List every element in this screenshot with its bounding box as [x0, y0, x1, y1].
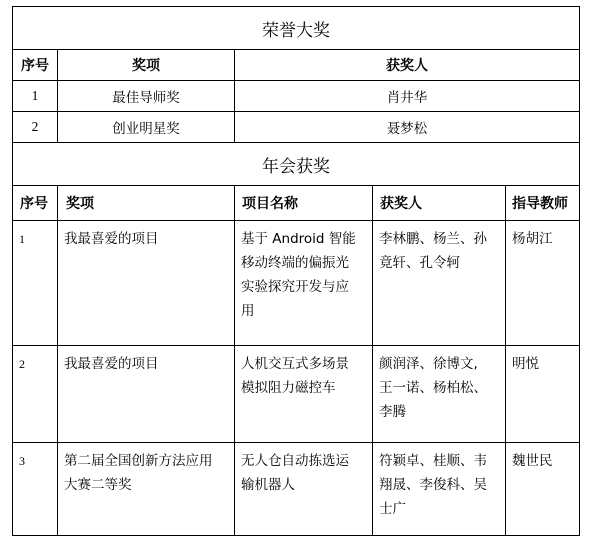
annual-title: 年会获奖: [12, 142, 580, 186]
honors-row-2-index: 2: [12, 111, 58, 143]
winners-line: 王一诺、杨柏松、: [379, 380, 487, 396]
winners-line: 颜润泽、徐博文,: [379, 356, 478, 372]
project-line: 实验探究开发与应: [241, 279, 349, 295]
annual-row-1-project: [234, 220, 373, 346]
honors-row-1-winner: 肖井华: [234, 80, 580, 112]
annual-row-1-award: [57, 220, 235, 346]
annual-row-2-winners: [372, 345, 506, 443]
winners-line: 士广: [379, 501, 406, 517]
annual-row-2-advisor: 明悦: [505, 345, 580, 443]
annual-row-1-winners: [372, 220, 506, 346]
project-line: 用: [241, 303, 255, 319]
winners-line: 符颖卓、桂顺、韦: [379, 453, 487, 469]
honors-row-1-award: 最佳导师奖: [57, 80, 235, 112]
winners-line: 李林鹏、杨兰、孙: [379, 231, 487, 247]
winners-line: 李腾: [379, 404, 406, 420]
annual-row-3-index: 3: [12, 442, 58, 536]
winners-line: 翔晟、李俊科、吴: [379, 477, 487, 493]
annual-row-3-advisor: 魏世民: [505, 442, 580, 536]
honors-row-1-index: 1: [12, 80, 58, 112]
annual-row-2-index: 2: [12, 345, 58, 443]
annual-row-2-award: [57, 345, 235, 443]
honors-header-award: 奖项: [57, 49, 235, 81]
project-line: 输机器人: [241, 477, 295, 493]
annual-header-advisor: 指导教师: [505, 185, 580, 221]
award-line: 大赛二等奖: [64, 477, 132, 493]
annual-row-1-advisor: 杨胡江: [505, 220, 580, 346]
project-line: 移动终端的偏振光: [241, 255, 349, 271]
winners-line: 竟轩、孔令轲: [379, 255, 460, 271]
award-line: 第二届全国创新方法应用: [64, 453, 213, 469]
honors-row-2-winner: 聂梦松: [234, 111, 580, 143]
honors-row-2-award: 创业明星奖: [57, 111, 235, 143]
annual-header-index: 序号: [12, 185, 58, 221]
award-line: 我最喜爱的项目: [64, 231, 159, 247]
project-line: 基于 Android 智能: [241, 231, 356, 247]
honors-header-index: 序号: [12, 49, 58, 81]
annual-row-1-index: 1: [12, 220, 58, 346]
annual-row-3-winners: [372, 442, 506, 536]
awards-table: [12, 6, 580, 536]
annual-row-2-project: [234, 345, 373, 443]
project-line: 模拟阻力磁控车: [241, 380, 336, 396]
annual-header-award: 奖项: [57, 185, 235, 221]
annual-header-winners: 获奖人: [372, 185, 506, 221]
honors-header-winner: 获奖人: [234, 49, 580, 81]
annual-row-3-award: [57, 442, 235, 536]
award-line: 我最喜爱的项目: [64, 356, 159, 372]
project-line: 无人仓自动拣选运: [241, 453, 349, 469]
annual-row-3-project: [234, 442, 373, 536]
project-line: 人机交互式多场景: [241, 356, 349, 372]
annual-header-project: 项目名称: [234, 185, 373, 221]
honors-title: 荣誉大奖: [12, 6, 580, 50]
